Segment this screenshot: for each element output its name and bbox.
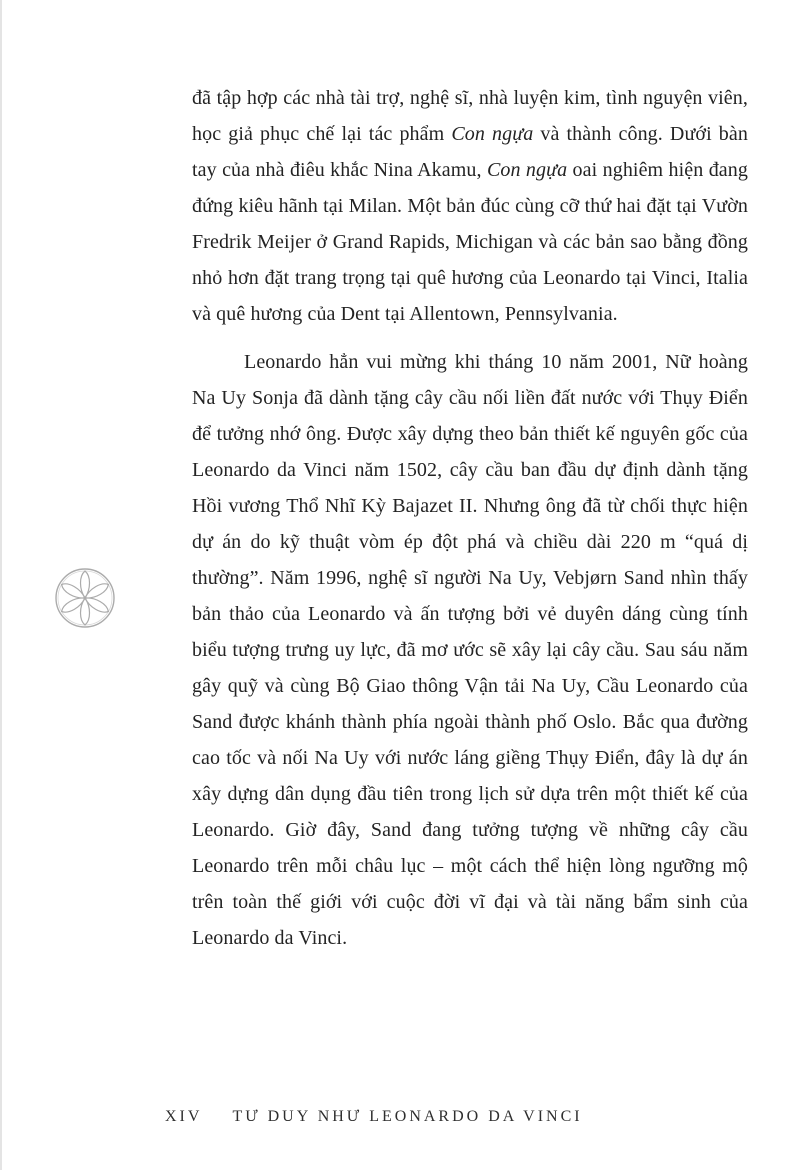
running-title: TƯ DUY NHƯ LEONARDO DA VINCI [232,1108,583,1125]
paragraph-leonardo-bridge [192,344,748,956]
text-run: và thành công. Dưới bàn tay của nhà điêu khắc Nina Akamu, [192,123,748,181]
text-run: Leonardo hẳn vui mừng khi tháng 10 năm 2001, Nữ hoàng Na Uy Sonja đã dành tặng cây cầu nối liền đất nước với Thụy Điển để tưởng nhớ ông. Được xây dựng theo bản thiết kế nguyên gốc của Leonardo da Vinci năm 1502, cây cầu ban đầu dự định dành tặng Hồi vương Thổ Nhĩ Kỳ Bajazet II. Nhưng ông đã từ chối thực hiện dự án do kỹ thuật vòm ép đột phá và chiều dài 220 m “quá dị thường”. Năm 1996, nghệ sĩ người Na Uy, Vebjørn Sand nhìn thấy bản thảo của Leonardo và ấn tượng bởi vẻ duyên dáng cùng tính biểu tượng trưng uy lực, đã mơ ước sẽ xây lại cây cầu. Sau sáu năm gây quỹ và cùng Bộ Giao thông Vận tải Na Uy, Cầu Leonardo của Sand được khánh thành phía ngoài thành phố Oslo. Bắc qua đường cao tốc và nối Na Uy với nước láng giềng Thụy Điển, đây là dự án xây dựng dân dụng đầu tiên trong lịch sử dựa trên một thiết kế của Leonardo. Giờ đây, Sand đang tưởng tượng về những cây cầu Leonardo trên mỗi châu lục – một cách thể hiện lòng ngưỡng mộ trên toàn thế giới với cuộc đời vĩ đại và tài năng bẩm sinh của Leonardo da Vinci. [192,351,748,949]
page-number: XIV [165,1108,203,1125]
paragraph-continuation [192,80,748,332]
text-run-italic: Con ngựa [451,123,534,145]
text-run: đã tập hợp các nhà tài trợ, nghệ sĩ, nhà luyện kim, tình nguyện viên, học giả phục chế lại tác phẩm [192,87,748,145]
rosette-ornament-icon [52,565,118,631]
page-footer [165,1108,583,1126]
text-run-italic: Con ngựa [486,159,568,181]
text-run: oai nghiêm hiện đang đứng kiêu hãnh tại Milan. Một bản đúc cùng cỡ thứ hai đặt tại Vườn Fredrik Meijer ở Grand Rapids, Michigan và các bản sao bằng đồng nhỏ hơn đặt trang trọng tại quê hương của Leonardo tại Vinci, Italia và quê hương của Dent tại Allentown, Pennsylvania. [192,159,748,325]
body-text [192,80,748,956]
